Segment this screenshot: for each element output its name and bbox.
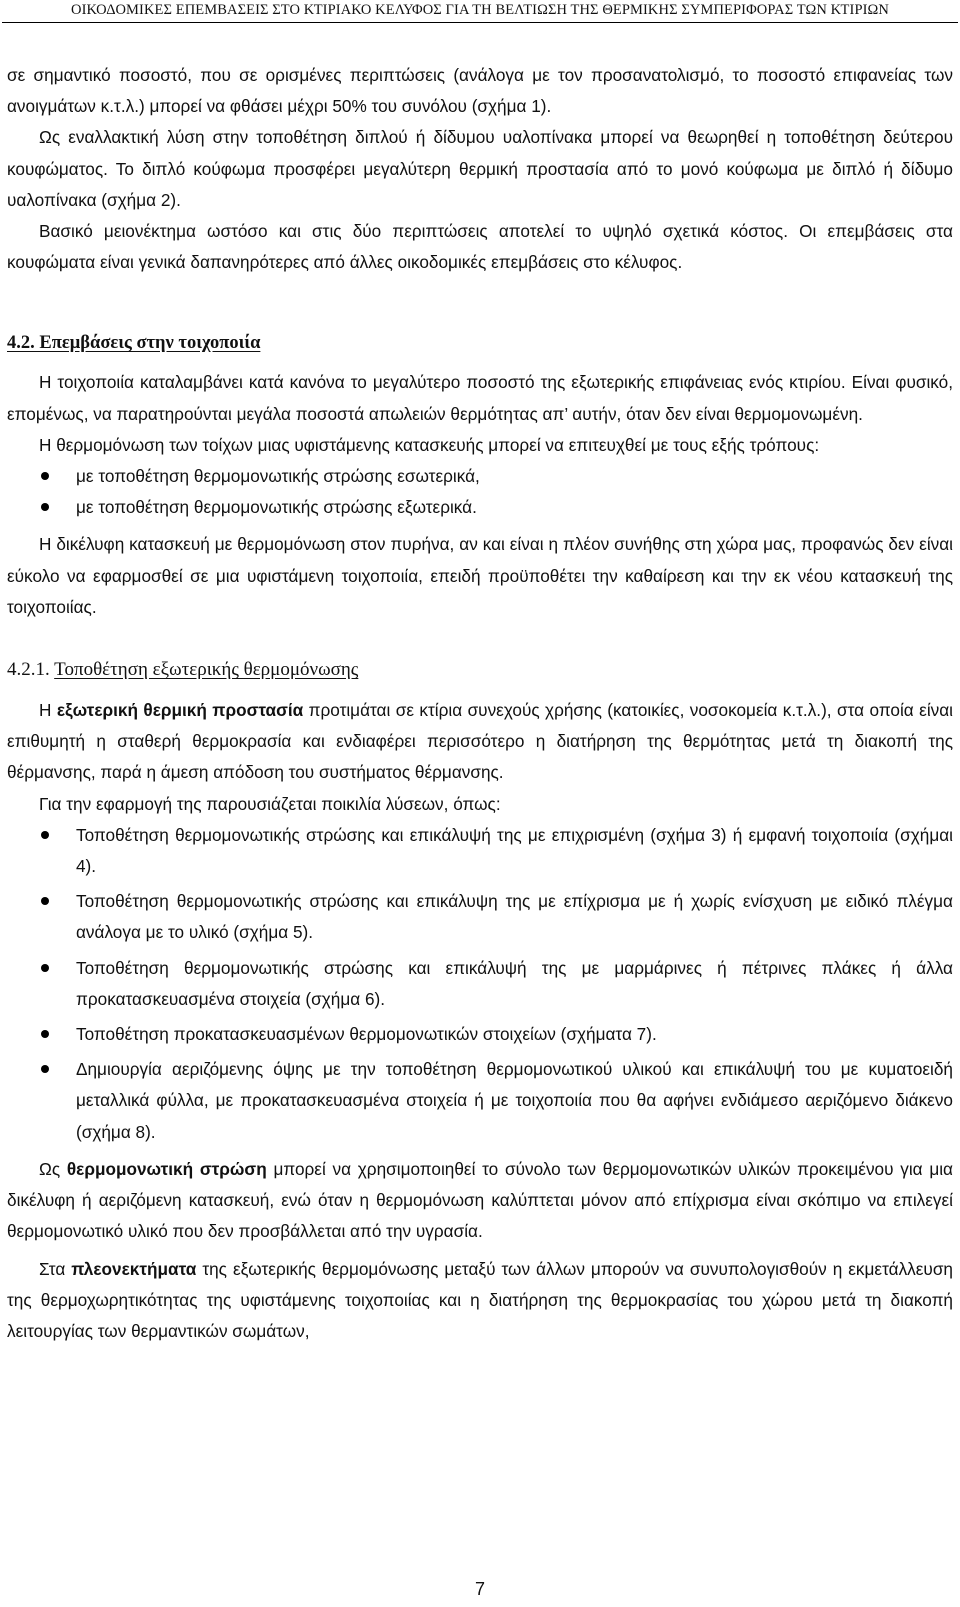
list-item: Τοποθέτηση θερμομονωτικής στρώσης και επικάλυψή της με επιχρισμένη (σχήμα 3) ή εμφανή τοιχοποιία (σχήμαι 4).	[7, 820, 953, 882]
section-4-2-1-paragraph-2: Για την εφαρμογή της παρουσιάζεται ποικιλία λύσεων, όπως:	[39, 793, 501, 814]
intro-paragraph-3: Βασικό μειονέκτημα ωστόσο και στις δύο περιπτώσεις αποτελεί το υψηλό σχετικά κόστος. Οι επεμβάσεις στα κουφώματα είναι γενικά δαπανηρότερες από άλλες οικοδομικές επεμβάσεις στο κέλυφος.	[7, 221, 953, 273]
bullet-icon	[41, 472, 49, 480]
bullet-icon	[41, 897, 49, 905]
section-4-2-1-paragraph-1: Η εξωτερική θερμική προστασία προτιμάται σε κτίρια συνεχούς χρήσης (κατοικίες, νοσοκομεία κ.τ.λ.), στα οποία είναι επιθυμητή η σταθερή θερμοκρασία και ενδιαφέρει περισσότερο η διατήρηση της θερμότητας μετά τη διακοπή της θέρμανσης, παρά η άμεση απόδοση του συστήματος θέρμανσης.	[7, 700, 953, 783]
intro-paragraph-2: Ως εναλλακτική λύση στην τοποθέτηση διπλού ή δίδυμου υαλοπίνακα μπορεί να θεωρηθεί η τοποθέτηση δεύτερου κουφώματος. Το διπλό κούφωμα προσφέρει μεγαλύτερη θερμική προστασία από το μονό κούφωμα με διπλό ή δίδυμο υαλοπίνακα (σχήμα 2).	[7, 127, 953, 210]
bullet-icon	[41, 1065, 49, 1073]
bullet-icon	[41, 964, 49, 972]
list-item: Δημιουργία αεριζόμενης όψης με την τοποθέτηση θερμομονωτικού υλικού και επικάλυψή του με κυματοειδή μεταλλικά φύλλα, με προκατασκευασμένα στοιχεία ή με τοιχοποιία που θα αφήνει ενδιάμεσο αεριζόμενο διάκενο (σχήμα 8).	[7, 1054, 953, 1148]
section-4-2-paragraph-1: Η τοιχοποιία καταλαμβάνει κατά κανόνα το μεγαλύτερο ποσοστό της εξωτερικής επιφάνειας ενός κτιρίου. Είναι φυσικό, επομένως, να παρατηρούνται μεγάλα ποσοστά απωλειών θερμότητας απ’ αυτήν, όταν δεν είναι θερμομονωμένη.	[7, 372, 953, 424]
list-item: Τοποθέτηση προκατασκευασμένων θερμομονωτικών στοιχείων (σχήματα 7).	[7, 1019, 953, 1050]
page-number: 7	[474, 1579, 485, 1599]
insulation-methods-list	[7, 461, 953, 523]
external-insulation-options-list	[7, 820, 953, 1148]
intro-paragraph-1: σε σημαντικό ποσοστό, που σε ορισμένες περιπτώσεις (ανάλογα με τον προσανατολισμό, το ποσοστό επιφανείας των ανοιγμάτων κ.τ.λ.) μπορεί να φθάσει μέχρι 50% του συνόλου (σχήμα 1).	[7, 65, 953, 117]
list-item: με τοποθέτηση θερμομονωτικής στρώσης εσωτερικά,	[7, 461, 953, 492]
list-item: Τοποθέτηση θερμομονωτικής στρώσης και επικάλυψή της με μαρμάρινες ή πέτρινες πλάκες ή άλλα προκατασκευασμένα στοιχεία (σχήμα 6).	[7, 953, 953, 1015]
list-item: Τοποθέτηση θερμομονωτικής στρώσης και επικάλυψη της με επίχρισμα με ή χωρίς ενίσχυση με ειδικό πλέγμα ανάλογα με το υλικό (σχήμα 5).	[7, 886, 953, 948]
section-4-2-1-paragraph-3: Ως θερμομονωτική στρώση μπορεί να χρησιμοποιηθεί το σύνολο των θερμομονωτικών υλικών προκειμένου για μια δικέλυφη ή αεριζόμενη κατασκευή, ενώ όταν η θερμομόνωση καλύπτεται μόνον από επίχρισμα είναι σκόπιμο να επιλεγεί θερμομονωτικό υλικό που δεν προσβάλλεται από την υγρασία.	[7, 1158, 953, 1242]
bullet-icon	[41, 503, 49, 511]
list-item: με τοποθέτηση θερμομονωτικής στρώσης εξωτερικά.	[7, 492, 953, 523]
section-4-2-1-paragraph-4: Στα πλεονεκτήματα της εξωτερικής θερμομόνωσης μεταξύ των άλλων μπορούν να συνυπολογισθούν η εκμετάλλευση της θερμοχωρητικότητας της υφιστάμενης τοιχοποιίας και η διατήρηση της θερμοκρασίας του χώρου μετά τη διακοπή λειτουργίας των θερμαντικών σωμάτων,	[7, 1258, 953, 1341]
section-4-2-paragraph-3: Η δικέλυφη κατασκευή με θερμομόνωση στον πυρήνα, αν και είναι η πλέον συνήθης στη χώρα μας, προφανώς δεν είναι εύκολο να εφαρμοσθεί σε μια υφιστάμενη τοιχοποιία, επειδή προϋποθέτει την καθαίρεση και την εκ νέου κατασκευή της τοιχοποιίας.	[7, 534, 953, 617]
page-body	[7, 60, 953, 1347]
bullet-icon	[41, 1030, 49, 1038]
running-header: ΟΙΚΟΔΟΜΙΚΕΣ ΕΠΕΜΒΑΣΕΙΣ ΣΤΟ ΚΤΙΡΙΑΚΟ ΚΕΛΥΦΟΣ ΓΙΑ ΤΗ ΒΕΛΤΙΩΣΗ ΤΗΣ ΘΕΡΜΙΚΗΣ ΣΥΜΠΕΡΙΦΟΡΑΣ ΤΩΝ ΚΤΙΡΙΩΝ	[71, 2, 889, 18]
bullet-icon	[41, 831, 49, 839]
header-divider	[2, 22, 958, 23]
section-heading-4-2: 4.2. Επεμβάσεις στην τοιχοποιία	[7, 333, 261, 354]
section-heading-4-2-1: 4.2.1. Τοποθέτηση εξωτερικής θερμομόνωσης	[7, 659, 359, 681]
section-4-2-paragraph-2: Η θερμομόνωση των τοίχων μιας υφιστάμενης κατασκευής μπορεί να επιτευχθεί με τους εξής τρόπους:	[39, 434, 820, 455]
